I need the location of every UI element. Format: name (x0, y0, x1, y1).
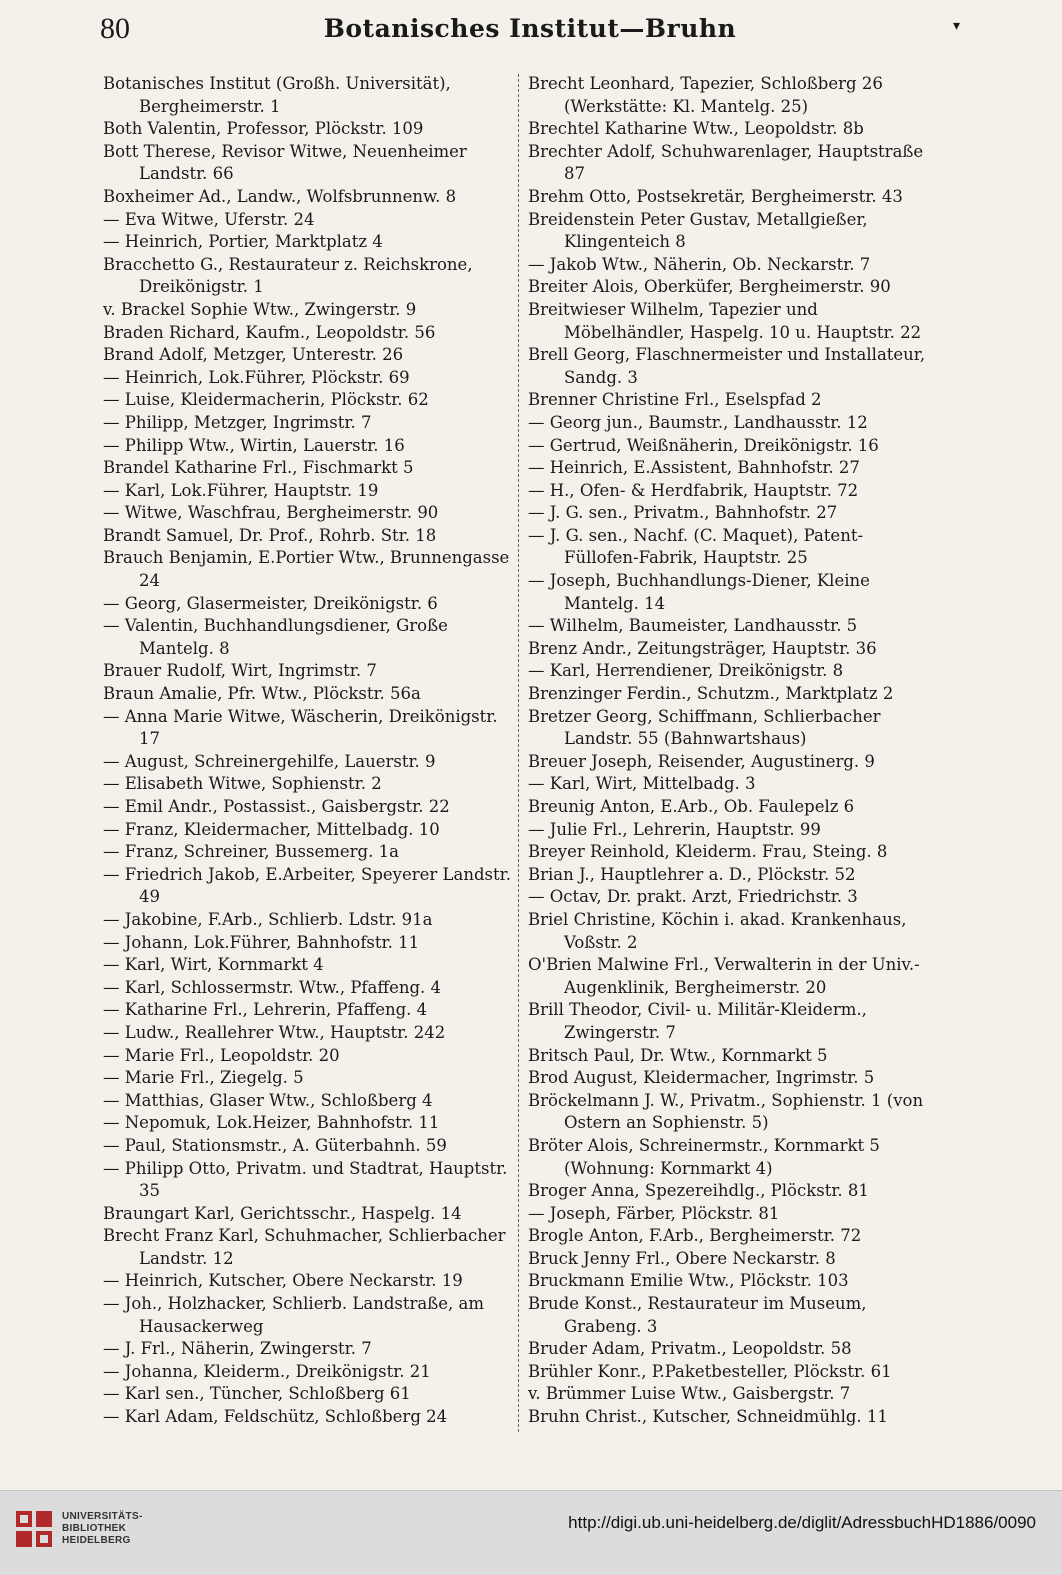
directory-entry: Brogle Anton, F.Arb., Bergheimerstr. 72 (528, 1226, 862, 1246)
directory-entry: Britsch Paul, Dr. Wtw., Kornmarkt 5 (528, 1045, 828, 1065)
directory-entry: Brenzinger Ferdin., Schutzm., Marktplatz 2 (528, 684, 894, 704)
directory-entry: — J. Frl., Näherin, Zwingerstr. 7 (103, 1339, 372, 1359)
directory-entry: Braun Amalie, Pfr. Wtw., Plöckstr. 56a (103, 684, 421, 704)
directory-entry: — Marie Frl., Leopoldstr. 20 (103, 1045, 340, 1065)
directory-entry: — Jakobine, F.Arb., Schlierb. Ldstr. 91a (103, 909, 433, 929)
directory-entry: — Emil Andr., Postassist., Gaisbergstr. 22 (103, 797, 450, 816)
directory-entry: — Jakob Wtw., Näherin, Ob. Neckarstr. 7 (528, 254, 871, 274)
directory-entry: — Luise, Kleidermacherin, Plöckstr. 62 (103, 390, 429, 410)
directory-entry: — Witwe, Waschfrau, Bergheimerstr. 90 (103, 503, 439, 523)
directory-entry: — Heinrich, E.Assistent, Bahnhofstr. 27 (528, 458, 860, 478)
directory-entry: Brauer Rudolf, Wirt, Ingrimstr. 7 (103, 661, 377, 681)
directory-entry: Boxheimer Ad., Landw., Wolfsbrunnenw. 8 (103, 186, 457, 206)
corner-mark-icon: ▾ (952, 18, 960, 34)
directory-entry: Brand Adolf, Metzger, Unterestr. 26 (103, 345, 404, 365)
directory-entry: — Johanna, Kleiderm., Dreikönigstr. 21 (103, 1361, 431, 1381)
directory-entry: v. Brackel Sophie Wtw., Zwingerstr. 9 (103, 299, 417, 319)
library-footer (0, 1490, 1062, 1575)
directory-entry: — Joh., Holzhacker, Schlierb. Landstraße, am Hausackerweg (103, 1294, 484, 1336)
directory-entry: Brod August, Kleidermacher, Ingrimstr. 5 (528, 1068, 875, 1088)
library-name-line3: HEIDELBERG (62, 1535, 131, 1546)
directory-entry: — Wilhelm, Baumeister, Landhausstr. 5 (528, 616, 858, 636)
directory-entry: Bröckelmann J. W., Privatm., Sophienstr. 1 (von Ostern an Sophienstr. 5) (528, 1090, 924, 1133)
page-header (100, 8, 960, 52)
directory-entry: — Katharine Frl., Lehrerin, Pfaffeng. 4 (103, 1000, 428, 1020)
directory-entry: — Karl, Wirt, Mittelbadg. 3 (528, 774, 756, 794)
directory-entry: Bott Therese, Revisor Witwe, Neuenheimer Landstr. 66 (103, 141, 467, 184)
directory-entry: Briel Christine, Köchin i. akad. Krankenhaus, Voßstr. 2 (528, 909, 907, 952)
directory-entry: Brude Konst., Restaurateur im Museum, Grabeng. 3 (528, 1294, 867, 1336)
directory-entry: Brell Georg, Flaschnermeister und Installateur, Sandg. 3 (528, 345, 926, 387)
left-column (103, 73, 523, 1429)
directory-entry: Breitwieser Wilhelm, Tapezier und Möbelhändler, Haspelg. 10 u. Hauptstr. 22 (528, 299, 922, 342)
directory-entry: Braungart Karl, Gerichtsschr., Haspelg. 14 (103, 1203, 462, 1223)
page-number: 80 (100, 12, 130, 45)
library-name (62, 1511, 143, 1547)
directory-entry: Brechter Adolf, Schuhwarenlager, Hauptstraße 87 (528, 141, 924, 184)
directory-entry: — Marie Frl., Ziegelg. 5 (103, 1068, 304, 1088)
directory-entry: — Karl sen., Tüncher, Schloßberg 61 (103, 1384, 411, 1404)
directory-entry: — Paul, Stationsmstr., A. Güterbahnh. 59 (103, 1135, 447, 1155)
directory-entry: — Nepomuk, Lok.Heizer, Bahnhofstr. 11 (103, 1113, 440, 1133)
right-column (528, 73, 933, 1429)
directory-entry: — Franz, Kleidermacher, Mittelbadg. 10 (103, 819, 440, 839)
directory-entry: Bruck Jenny Frl., Obere Neckarstr. 8 (528, 1248, 836, 1268)
directory-entry: — Friedrich Jakob, E.Arbeiter, Speyerer Landstr. 49 (103, 864, 511, 907)
directory-entry: — Georg jun., Baumstr., Landhausstr. 12 (528, 412, 868, 432)
library-name-line2: BIBLIOTHEK (62, 1523, 127, 1534)
directory-entry: — Ludw., Reallehrer Wtw., Hauptstr. 242 (103, 1022, 446, 1042)
directory-entry: — J. G. sen., Nachf. (C. Maquet), Patent-Füllofen-Fabrik, Hauptstr. 25 (528, 525, 864, 568)
directory-entry: Bracchetto G., Restaurateur z. Reichskrone, Dreikönigstr. 1 (103, 254, 473, 297)
directory-entry: — H., Ofen- & Herdfabrik, Hauptstr. 72 (528, 480, 859, 500)
directory-entry: — Elisabeth Witwe, Sophienstr. 2 (103, 774, 382, 794)
directory-entry: — Heinrich, Kutscher, Obere Neckarstr. 19 (103, 1271, 463, 1291)
university-library-logo-icon (14, 1509, 54, 1549)
directory-entry: — Philipp Wtw., Wirtin, Lauerstr. 16 (103, 435, 405, 455)
directory-entry: Braden Richard, Kaufm., Leopoldstr. 56 (103, 322, 436, 342)
directory-entry: — Johann, Lok.Führer, Bahnhofstr. 11 (103, 932, 420, 952)
directory-entry: Brian J., Hauptlehrer a. D., Plöckstr. 52 (528, 864, 856, 884)
directory-entry: — Heinrich, Portier, Marktplatz 4 (103, 232, 383, 252)
directory-entry: Breyer Reinhold, Kleiderm. Frau, Steing. 8 (528, 842, 888, 862)
directory-entry: — J. G. sen., Privatm., Bahnhofstr. 27 (528, 503, 838, 523)
directory-entry: — Gertrud, Weißnäherin, Dreikönigstr. 16 (528, 435, 879, 455)
directory-entry: Brehm Otto, Postsekretär, Bergheimerstr. 43 (528, 186, 903, 206)
directory-entry: — Joseph, Färber, Plöckstr. 81 (528, 1203, 780, 1223)
directory-entry: Bruder Adam, Privatm., Leopoldstr. 58 (528, 1339, 852, 1359)
directory-entry: — Karl, Herrendiener, Dreikönigstr. 8 (528, 661, 844, 681)
source-url-link[interactable]: http://digi.ub.uni-heidelberg.de/diglit/AdressbuchHD1886/0090 (568, 1513, 1036, 1532)
directory-entry: — Georg, Glasermeister, Dreikönigstr. 6 (103, 593, 438, 613)
directory-entry: v. Brümmer Luise Wtw., Gaisbergstr. 7 (528, 1384, 851, 1404)
directory-entry: — Karl, Schlossermstr. Wtw., Pfaffeng. 4 (103, 977, 442, 997)
directory-entry: — Valentin, Buchhandlungsdiener, Große Mantelg. 8 (103, 616, 448, 658)
directory-entry: — Philipp Otto, Privatm. und Stadtrat, Hauptstr. 35 (103, 1158, 508, 1201)
directory-entry: Brenner Christine Frl., Eselspfad 2 (528, 390, 822, 410)
directory-entry: Bruhn Christ., Kutscher, Schneidmühlg. 11 (528, 1407, 888, 1427)
directory-entry: — Franz, Schreiner, Bussemerg. 1a (103, 842, 399, 862)
directory-entry: — Heinrich, Lok.Führer, Plöckstr. 69 (103, 367, 410, 387)
directory-entry: — Anna Marie Witwe, Wäscherin, Dreikönigstr. 17 (103, 706, 498, 749)
directory-entry: Breunig Anton, E.Arb., Ob. Faulepelz 6 (528, 797, 855, 816)
directory-entry: Brühler Konr., P.Paketbesteller, Plöckstr. 61 (528, 1361, 892, 1381)
directory-entry: — August, Schreinergehilfe, Lauerstr. 9 (103, 751, 436, 771)
directory-entry: — Karl, Wirt, Kornmarkt 4 (103, 955, 324, 975)
directory-entry: — Joseph, Buchhandlungs-Diener, Kleine Mantelg. 14 (528, 571, 870, 613)
column-divider (518, 74, 519, 1432)
directory-entry: — Octav, Dr. prakt. Arzt, Friedrichstr. 3 (528, 887, 858, 907)
directory-entry: Brecht Franz Karl, Schuhmacher, Schlierbacher Landstr. 12 (103, 1226, 506, 1268)
directory-entry: Brandel Katharine Frl., Fischmarkt 5 (103, 458, 414, 478)
directory-entry: — Karl Adam, Feldschütz, Schloßberg 24 (103, 1407, 448, 1427)
directory-entry: Breuer Joseph, Reisender, Augustinerg. 9 (528, 751, 875, 771)
directory-entry: Breiter Alois, Oberküfer, Bergheimerstr. 90 (528, 277, 891, 297)
directory-entry: — Karl, Lok.Führer, Hauptstr. 19 (103, 480, 379, 500)
directory-entry: — Matthias, Glaser Wtw., Schloßberg 4 (103, 1090, 433, 1110)
directory-entry: Brecht Leonhard, Tapezier, Schloßberg 26 (Werkstätte: Kl. Mantelg. 25) (528, 74, 883, 116)
directory-entry: Brandt Samuel, Dr. Prof., Rohrb. Str. 18 (103, 525, 437, 545)
directory-entry: O'Brien Malwine Frl., Verwalterin in der Univ.-Augenklinik, Bergheimerstr. 20 (528, 955, 920, 997)
directory-entry: Breidenstein Peter Gustav, Metallgießer, Klingenteich 8 (528, 209, 868, 252)
running-title: Botanisches Institut—Bruhn (323, 14, 737, 43)
directory-entry: Bretzer Georg, Schiffmann, Schlierbacher Landstr. 55 (Bahnwartshaus) (528, 706, 881, 749)
directory-entry: — Eva Witwe, Uferstr. 24 (103, 209, 315, 229)
directory-entry: Both Valentin, Professor, Plöckstr. 109 (103, 119, 424, 139)
directory-entry: Brechtel Katharine Wtw., Leopoldstr. 8b (528, 119, 864, 139)
directory-entry: Bröter Alois, Schreinermstr., Kornmarkt 5 (Wohnung: Kornmarkt 4) (528, 1135, 880, 1178)
directory-entry: Broger Anna, Spezereihdlg., Plöckstr. 81 (528, 1181, 869, 1201)
directory-entry: Brauch Benjamin, E.Portier Wtw., Brunnengasse 24 (103, 548, 510, 591)
directory-entry: Botanisches Institut (Großh. Universität), Bergheimerstr. 1 (103, 74, 451, 116)
directory-entry: Brill Theodor, Civil- u. Militär-Kleiderm., Zwingerstr. 7 (528, 1000, 867, 1042)
library-name-line1: UNIVERSITÄTS- (62, 1511, 143, 1522)
directory-entry: — Julie Frl., Lehrerin, Hauptstr. 99 (528, 819, 821, 839)
directory-entry: Brenz Andr., Zeitungsträger, Hauptstr. 36 (528, 638, 877, 658)
directory-entry: — Philipp, Metzger, Ingrimstr. 7 (103, 412, 372, 432)
directory-entry: Bruckmann Emilie Wtw., Plöckstr. 103 (528, 1271, 849, 1291)
